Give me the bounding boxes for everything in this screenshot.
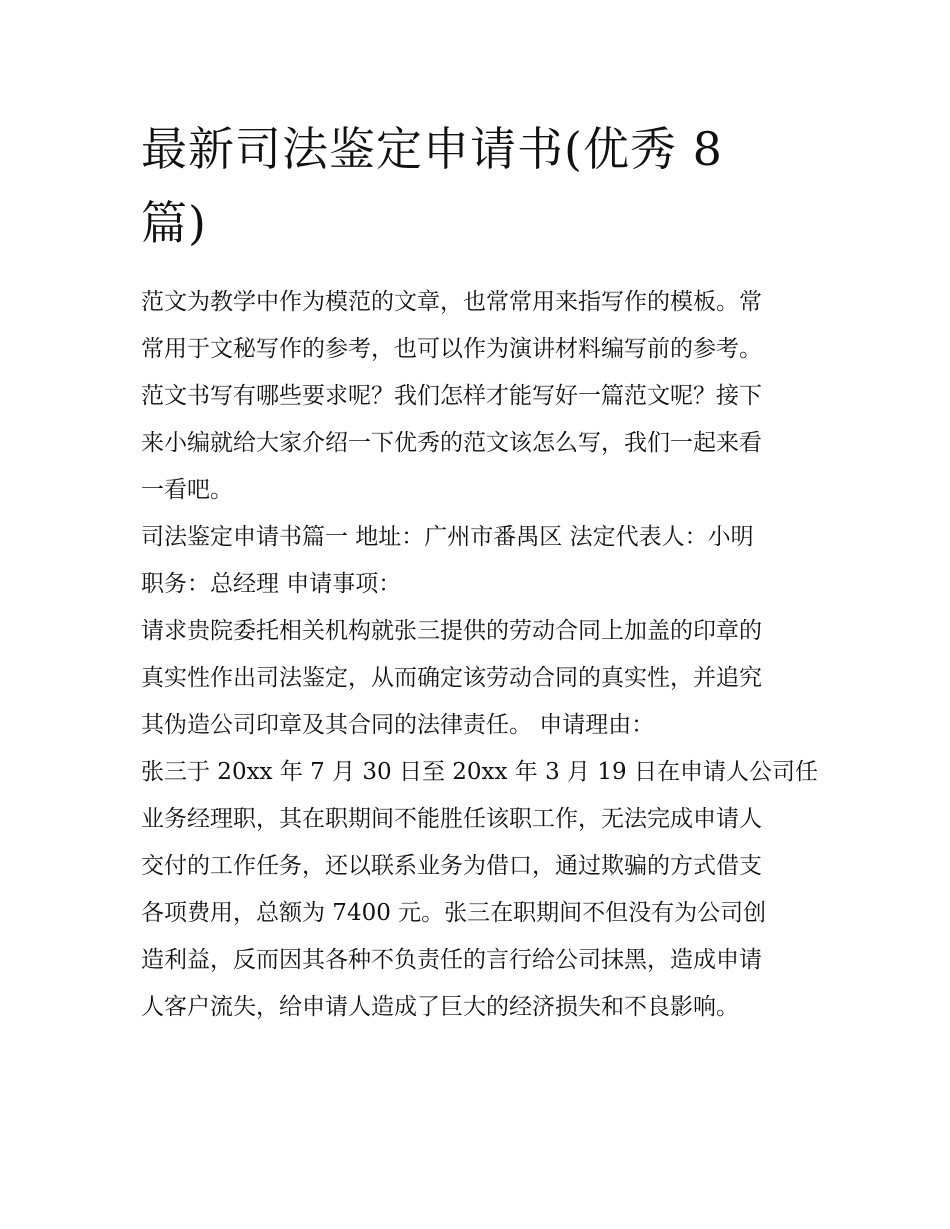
paragraph-line: 请求贵院委托相关机构就张三提供的劳动合同上加盖的印章的	[141, 618, 762, 644]
paragraph-line: 业务经理职，其在职期间不能胜任该职工作，无法完成申请人	[141, 806, 762, 832]
title-line-1: 最新司法鉴定申请书(优秀 8	[141, 122, 723, 176]
paragraph-line: 人客户流失，给申请人造成了巨大的经济损失和不良影响。	[141, 994, 739, 1020]
document-title	[141, 112, 781, 260]
paragraph-line: 司法鉴定申请书篇一 地址：广州市番禺区 法定代表人：小明	[141, 524, 754, 550]
paragraph-reasons	[141, 749, 821, 1031]
paragraph-line: 职务：总经理 申请事项：	[141, 571, 402, 597]
paragraph-line: 交付的工作任务，还以联系业务为借口，通过欺骗的方式借支	[141, 853, 762, 879]
title-line-2: 篇)	[141, 196, 207, 250]
paragraph-line: 张三于 20xx 年 7 月 30 日至 20xx 年 3 月 19 日在申请人公司任	[141, 759, 818, 785]
paragraph-applicant-info	[141, 514, 821, 608]
paragraph-line: 范文书写有哪些要求呢？我们怎样才能写好一篇范文呢？接下	[141, 383, 762, 409]
paragraph-line: 各项费用，总额为 7400 元。张三在职期间不但没有为公司创	[141, 900, 767, 926]
paragraph-request	[141, 608, 821, 749]
paragraph-line: 范文为教学中作为模范的文章，也常常用来指写作的模板。常	[141, 289, 762, 315]
paragraph-line: 来小编就给大家介绍一下优秀的范文该怎么写，我们一起来看	[141, 430, 762, 456]
document-body	[141, 279, 821, 1031]
paragraph-line: 造利益，反而因其各种不负责任的言行给公司抹黑，造成申请	[141, 947, 762, 973]
paragraph-line: 常用于文秘写作的参考，也可以作为演讲材料编写前的参考。	[141, 336, 762, 362]
paragraph-intro	[141, 279, 821, 514]
paragraph-line: 真实性作出司法鉴定，从而确定该劳动合同的真实性，并追究	[141, 665, 762, 691]
paragraph-line: 其伪造公司印章及其合同的法律责任。 申请理由：	[141, 712, 655, 738]
paragraph-line: 一看吧。	[141, 477, 233, 503]
